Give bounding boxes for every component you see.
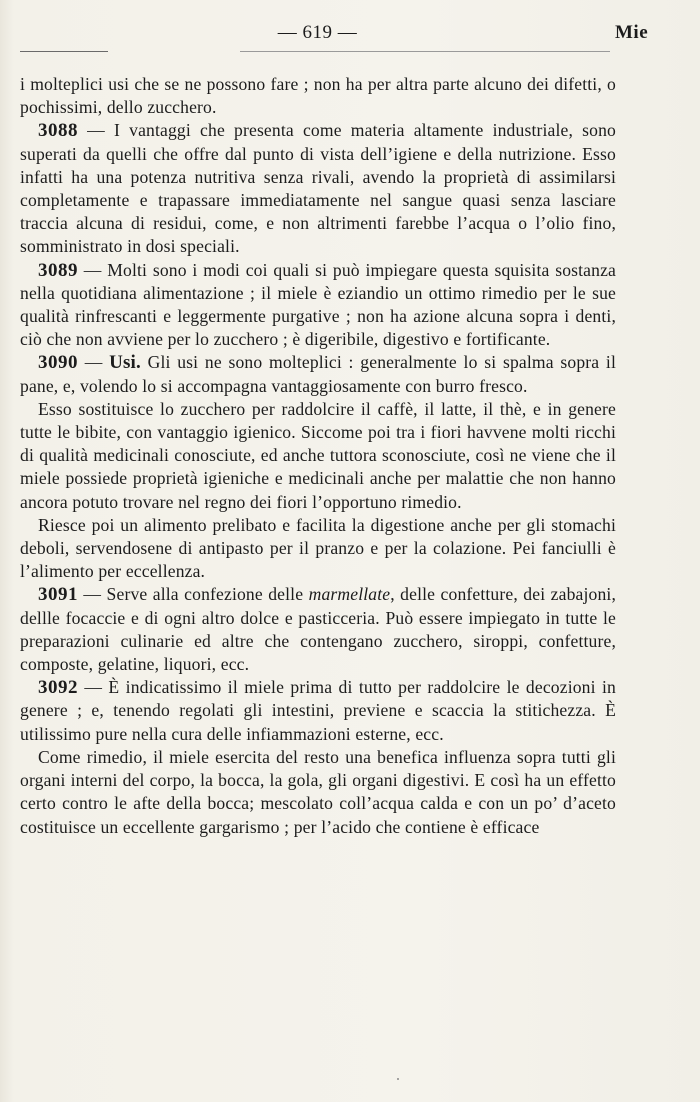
- paragraph-3090: [20, 351, 616, 397]
- paragraph-number: 3092: [38, 677, 78, 699]
- header-rule-left: [20, 51, 108, 52]
- paragraph-number: 3091: [38, 584, 78, 606]
- paragraph-text: i molteplici usi che se ne possono fare ; non ha per altra parte alcuno dei difetti, o pochissimi, dello zucchero.: [20, 74, 616, 118]
- paragraph-text: — I vantaggi che presenta come materia altamente industriale, sono superati da quelli che offre dal punto di vista dell’igiene e della nutrizione. Esso infatti ha una potenza nutritiva senza rivali, avendo la proprietà di assimilarsi completamente e trapassare immediatamente nel sangue quasi senza lasciare traccia alcuna di residui, come, e non altrimenti farebbe l’acqua o l’olio fino, somministrato in dosi speciali.: [20, 120, 616, 257]
- page-header: [20, 20, 615, 50]
- paragraph-plain: [20, 398, 616, 514]
- paragraph-plain: [20, 514, 616, 584]
- paragraph-text: Come rimedio, il miele esercita del resto una benefica influenza sopra tutti gli organi interni del corpo, la bocca, la gola, gli organi digestivi. E così ha un effetto certo contro le afte della bocca; mescolato coll’acqua calda e con un po’ d’aceto costituisce un eccellente gargarismo ; per l’acido che contiene è efficace: [20, 746, 616, 837]
- paragraph-text: Riesce poi un alimento prelibato e facilita la digestione anche per gli stomachi deboli, servendosene di antipasto per il pranzo e per la colazione. Pei fanciulli è l’alimento per eccellenza.: [20, 514, 616, 582]
- paragraph-3091: [20, 583, 616, 676]
- paragraph-3088: [20, 119, 616, 258]
- emphasized-term: marmellate: [308, 584, 391, 605]
- paper-speck: [397, 1078, 399, 1080]
- paragraph-number: 3088: [38, 120, 78, 142]
- paragraph-text: , delle confetture, dei zabajoni, dellle focaccie e di ogni altro dolce e pasticceria. Può essere impiegato in tutte le preparazioni culinarie ed altre che contengano zucchero, siroppi, confetture, composte, gelatine, liquori, ecc.: [20, 584, 616, 675]
- paragraph-number: 3090: [38, 352, 78, 374]
- paragraph-text: Gli usi ne sono molteplici : generalmente lo si spalma sopra il pane, e, volendo lo si accompagna vantaggiosamente con burro fresco.: [20, 352, 617, 396]
- paragraph-text: Esso sostituisce lo zucchero per raddolcire il caffè, il latte, il thè, e in genere tutte le bibite, con vantaggio igienico. Siccome poi tra i fiori havvene molti ricchi di qualità medicinali conosciute, ed anche tuttora sconosciute, così ne viene che il miele possiede proprietà igieniche e medicinali anche per malattie che non hanno ancora potuto trovare nel regno dei fiori l’opportuno rimedio.: [20, 398, 616, 512]
- paragraph-text: — È indicatissimo il miele prima di tutto per raddolcire le decozioni in genere ; e, tenendo regolati gli intestini, previene e scaccia la stitichezza. È utilissimo pure nella cura delle infiammazioni esterne, ecc.: [20, 677, 616, 744]
- running-head: Mie: [615, 22, 649, 43]
- page-number: — 619 —: [277, 22, 358, 43]
- paragraph-number: 3089: [38, 259, 78, 281]
- paragraph-text: — Molti sono i modi coi quali si può impiegare questa squisita sostanza nella quotidiana alimentazione ; il miele è eziandio un ottimo rimedio per le sue qualità rinfrescanti e leggermente purgative ; non ha azione alcuna sopra i denti, ciò che non avviene per lo zucchero ; è digeribile, digestivo e fortificante.: [20, 259, 616, 350]
- paragraph-plain: [20, 746, 616, 839]
- page-body: [20, 73, 616, 839]
- header-rule-right: [240, 51, 610, 52]
- paragraph-text: — Serve alla confezione delle: [78, 584, 309, 605]
- paragraph-dash: —: [78, 352, 110, 373]
- section-heading: Usi.: [109, 352, 141, 374]
- paragraph-3089: [20, 259, 616, 352]
- paragraph-continuation: [20, 73, 616, 119]
- paragraph-3092: [20, 676, 616, 746]
